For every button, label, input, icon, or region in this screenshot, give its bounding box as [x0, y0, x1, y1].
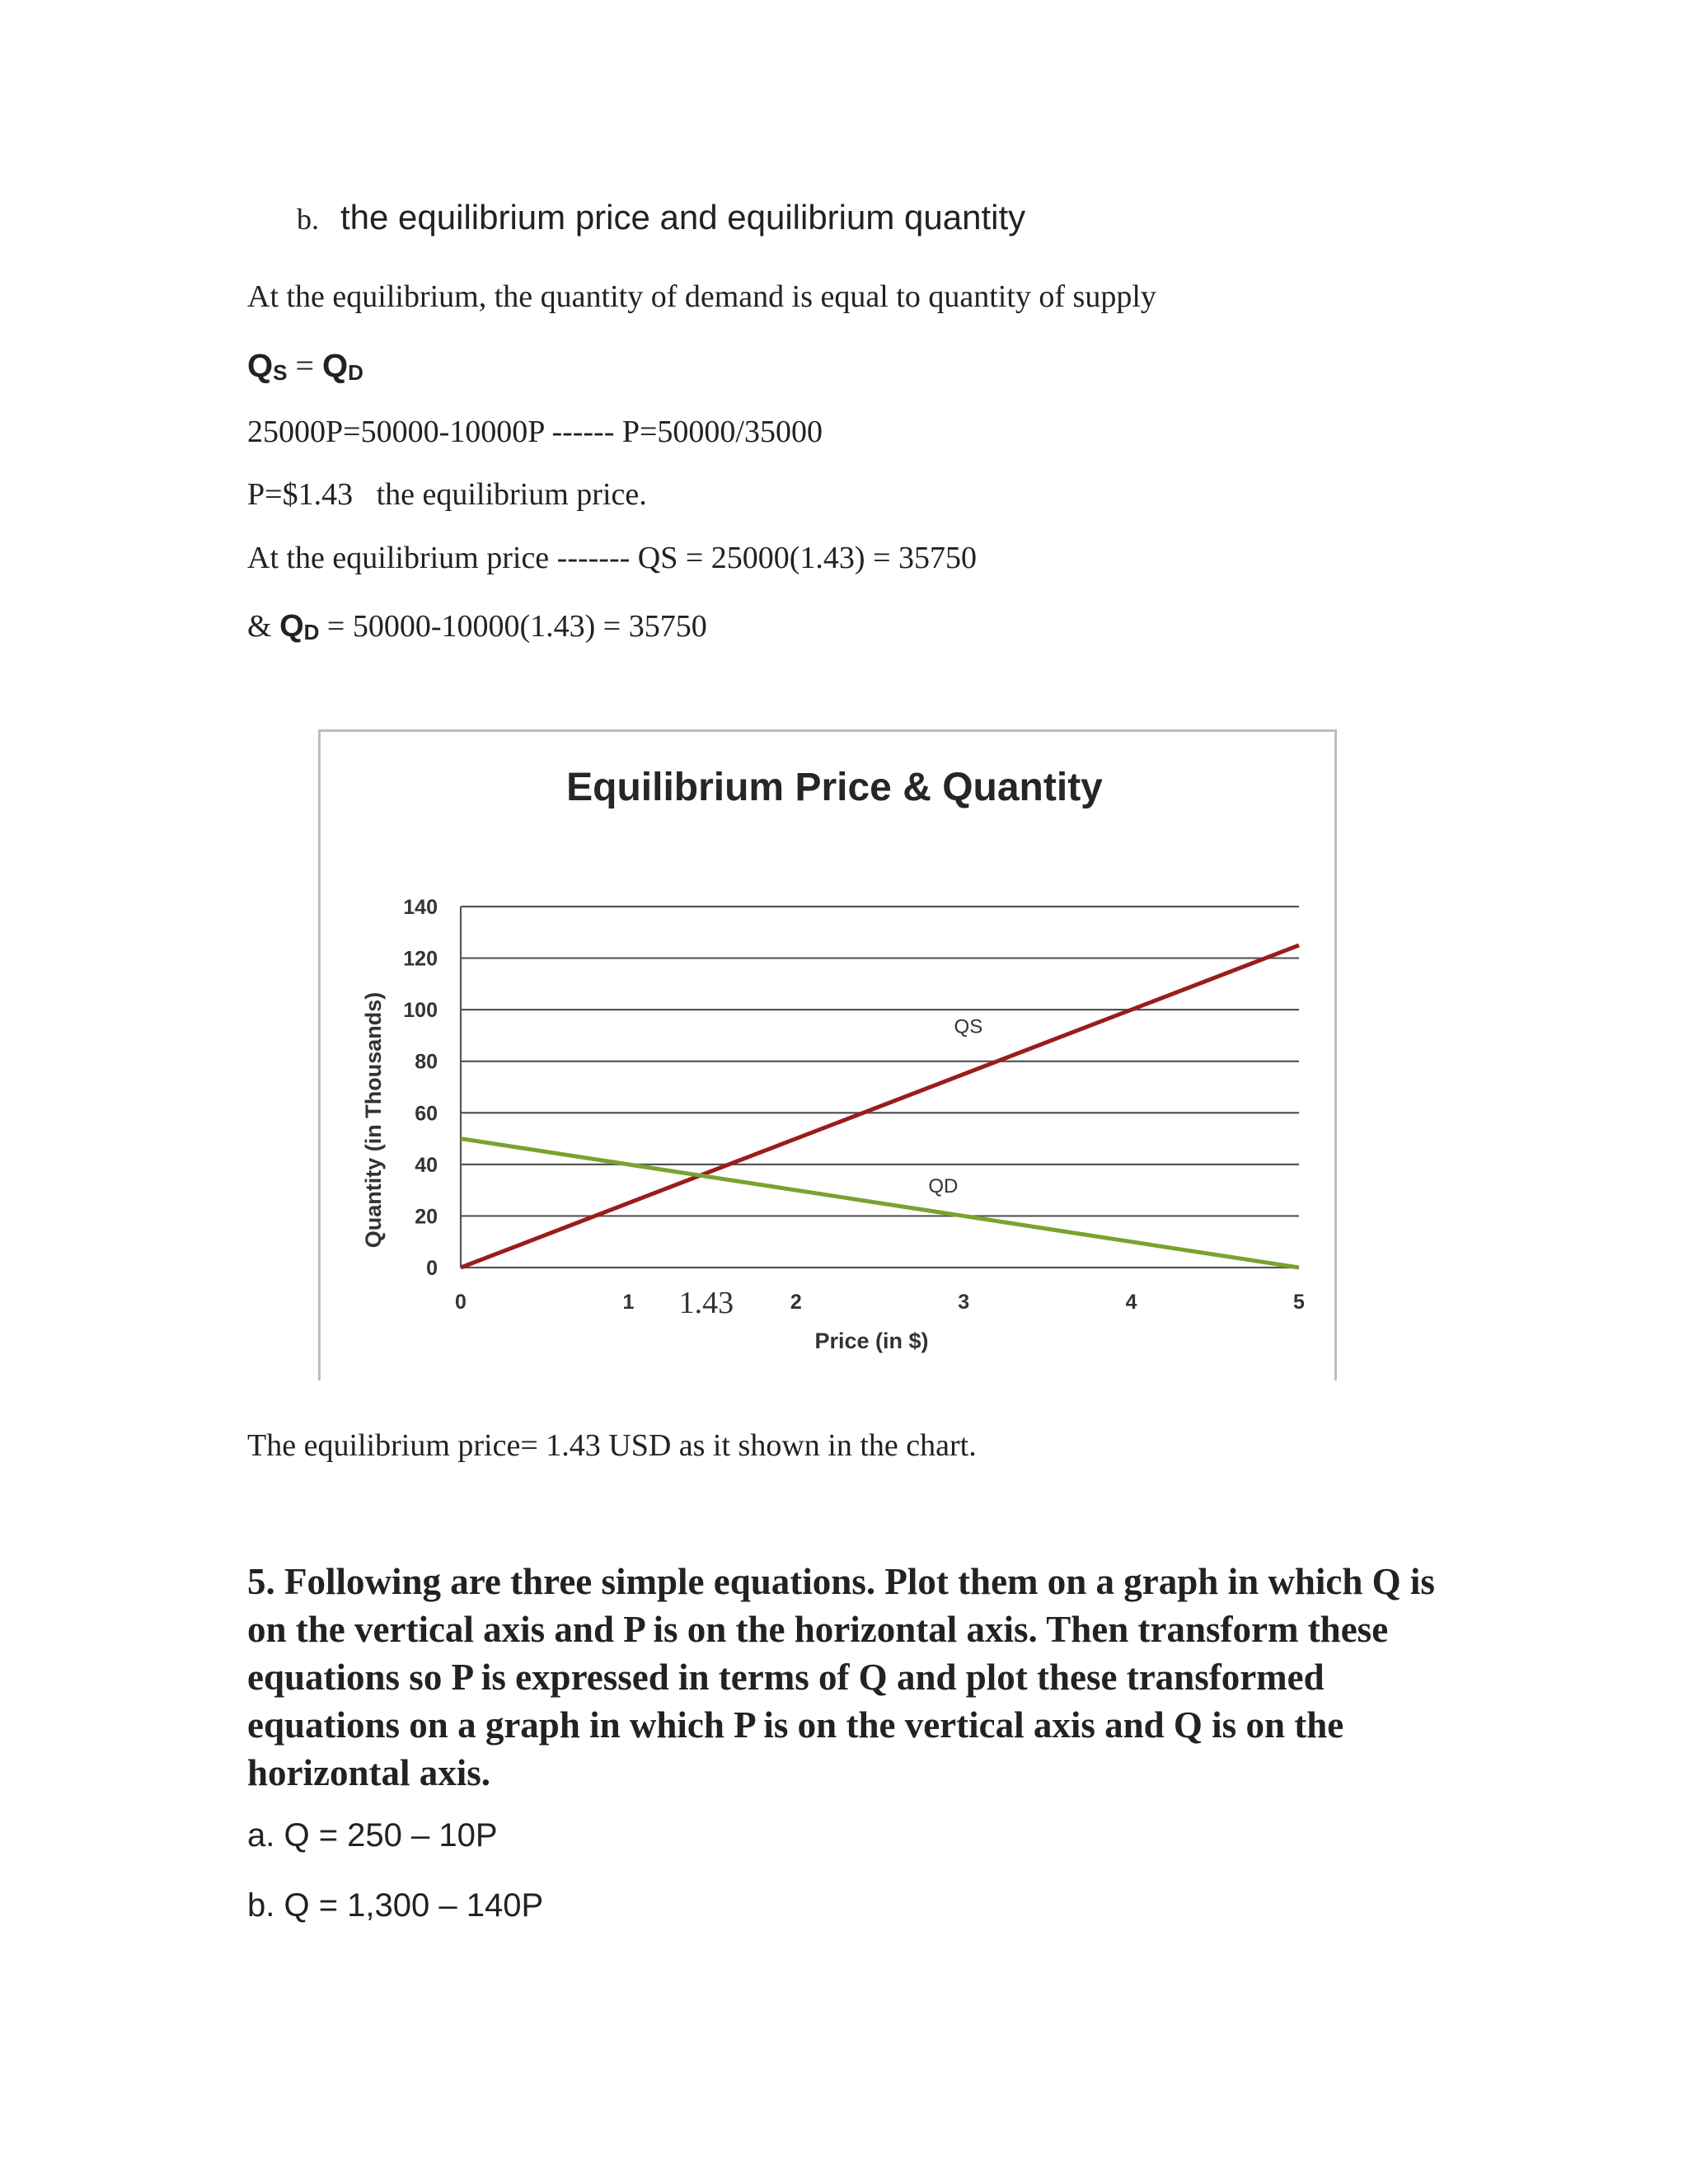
- x-tick-label-4: 4: [1125, 1291, 1137, 1314]
- option-b: b. Q = 1,300 – 140P: [247, 1887, 544, 1924]
- calculation-line: 25000P=50000-10000P ------ P=50000/35000: [247, 415, 823, 449]
- section-b-title: the equilibrium price and equilibrium quantity: [340, 198, 1026, 237]
- x-tick-label-3: 3: [958, 1291, 970, 1314]
- series-label-qd: QD: [928, 1174, 959, 1197]
- x-tick-label-0: 0: [455, 1291, 467, 1314]
- qd-line: [247, 608, 707, 645]
- y-tick-label-0: 0: [426, 1257, 438, 1280]
- equals-sign: =: [287, 347, 323, 384]
- option-a: a. Q = 250 – 10P: [247, 1817, 498, 1854]
- price-line: P=$1.43 the equilibrium price.: [247, 477, 647, 512]
- y-tick-label-60: 60: [415, 1102, 438, 1126]
- y-tick-label-140: 140: [403, 896, 438, 919]
- x-axis-label: Price (in $): [814, 1329, 929, 1353]
- y-tick-label-80: 80: [415, 1050, 438, 1074]
- equilibrium-price-annotation: 1.43: [678, 1286, 734, 1320]
- chart-title: Equilibrium Price & Quantity: [566, 766, 1103, 809]
- y-axis-label: Quantity (in Thousands): [361, 991, 386, 1249]
- qd-line-q: Q: [279, 609, 304, 644]
- chart-caption: The equilibrium price= 1.43 USD as it shown in the chart.: [247, 1428, 977, 1463]
- equilibrium-equation: [247, 346, 363, 386]
- section-b-heading: [297, 198, 1025, 238]
- intro-text: At the equilibrium, the quantity of demand is equal to quantity of supply: [247, 279, 1156, 314]
- series-line-qd: [461, 1139, 1299, 1268]
- series-label-qs: QS: [954, 1015, 983, 1038]
- equilibrium-chart: [318, 729, 1337, 1380]
- y-tick-label-100: 100: [403, 999, 438, 1023]
- qs-subscript: S: [273, 360, 288, 385]
- qd-prefix: &: [247, 609, 280, 644]
- series-line-qs: [461, 945, 1299, 1268]
- qd-q: Q: [322, 348, 349, 384]
- y-tick-label-120: 120: [403, 947, 438, 971]
- x-tick-label-5: 5: [1293, 1291, 1305, 1314]
- y-tick-label-20: 20: [415, 1205, 438, 1229]
- section-b-label: b.: [297, 203, 319, 236]
- x-tick-label-1: 1: [622, 1291, 635, 1314]
- qd-rest: = 50000-10000(1.43) = 35750: [319, 609, 707, 644]
- question-5: 5. Following are three simple equations. Plot them on a graph in which Q is on the vertical axis and P is on the horizontal axis. Then transform these equations so P is expressed in terms of Q and plot these transformed equations on a graph in which P is on the vertical axis and Q is on the horizontal axis.: [247, 1561, 1435, 1793]
- qd-line-subscript: D: [303, 620, 320, 644]
- qs-line: At the equilibrium price ------- QS = 25000(1.43) = 35750: [247, 541, 978, 575]
- qs-q: Q: [247, 348, 274, 384]
- y-tick-label-40: 40: [415, 1153, 438, 1177]
- qd-subscript: D: [348, 360, 363, 385]
- chart-svg: [321, 732, 1339, 1383]
- x-tick-label-2: 2: [790, 1291, 802, 1314]
